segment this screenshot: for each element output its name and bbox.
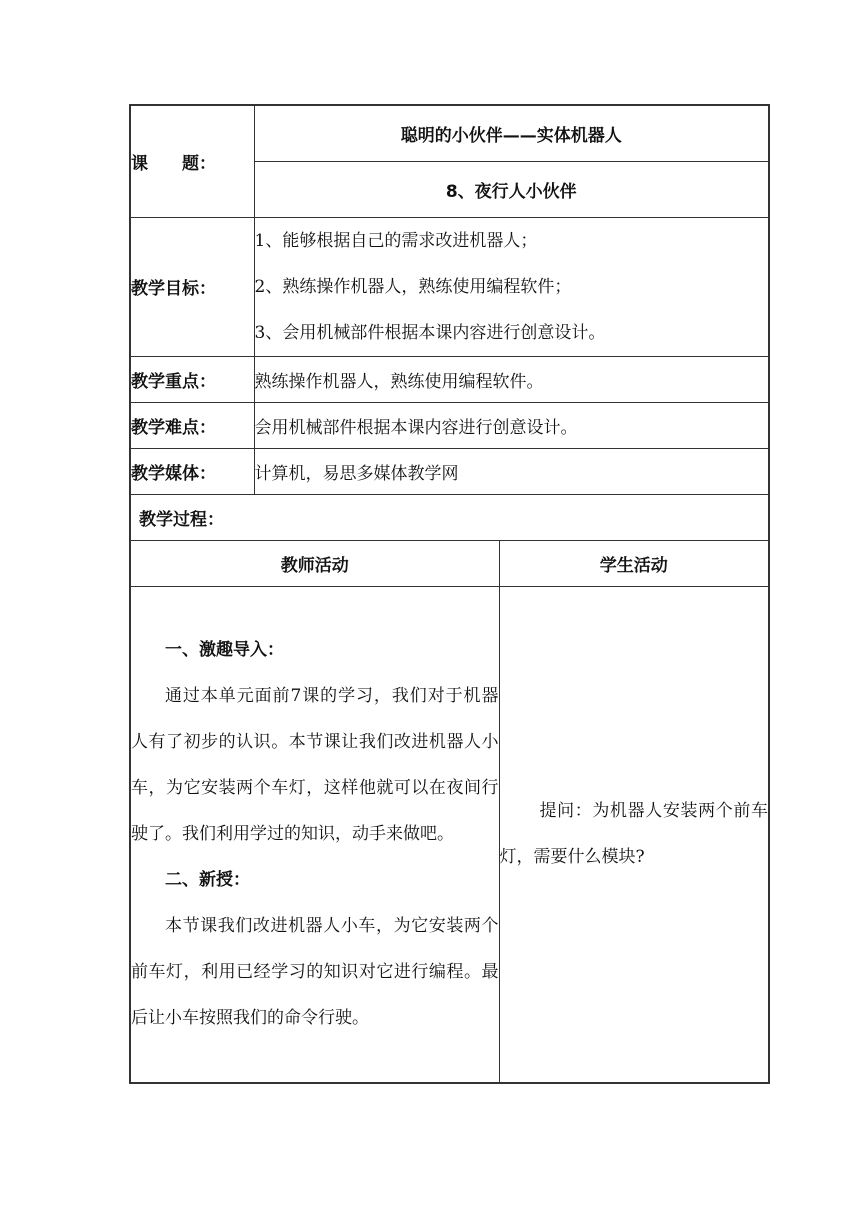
lesson-plan-table <box>129 104 770 1084</box>
difficulty-value: 会用机械部件根据本课内容进行创意设计。 <box>254 402 769 448</box>
media-label: 教学媒体： <box>130 448 254 494</box>
topic-subtitle: 8、夜行人小伙伴 <box>254 161 769 217</box>
media-value: 计算机，易思多媒体教学网 <box>254 448 769 494</box>
section-text: 通过本单元面前7课的学习，我们对于机器人有了初步的认识。本节课让我们改进机器人小车，为它安装两个车灯，这样他就可以在夜间行驶了。我们利用学过的知识，动手来做吧。 <box>131 686 499 845</box>
objective-item: 3、会用机械部件根据本课内容进行创意设计。 <box>254 322 606 343</box>
section-text: 本节课我们改进机器人小车，为它安装两个前车灯，利用已经学习的知识对它进行编程。最后让小车按照我们的命令行驶。 <box>131 916 499 1029</box>
objective-item: 2、熟练操作机器人，熟练使用编程软件； <box>254 276 572 297</box>
teacher-activity-cell <box>130 586 499 1083</box>
student-activity-header: 学生活动 <box>499 540 769 586</box>
topic-title: 聪明的小伙伴——实体机器人 <box>254 105 769 161</box>
objective-item: 1、能够根据自己的需求改进机器人； <box>254 230 538 251</box>
section-heading: 二、新授： <box>165 870 250 891</box>
process-label: 教学过程： <box>130 494 769 540</box>
difficulty-label: 教学难点： <box>130 402 254 448</box>
teacher-activity-header: 教师活动 <box>130 540 499 586</box>
objectives-list <box>254 217 769 356</box>
key-point-value: 熟练操作机器人，熟练使用编程软件。 <box>254 356 769 402</box>
objectives-label: 教学目标： <box>130 217 254 356</box>
student-activity-cell <box>499 586 769 1083</box>
section-heading: 一、激趣导入： <box>165 640 284 661</box>
student-question: 提问：为机器人安装两个前车灯，需要什么模块? <box>499 801 768 868</box>
key-point-label: 教学重点： <box>130 356 254 402</box>
topic-label: 课 题： <box>130 105 254 217</box>
